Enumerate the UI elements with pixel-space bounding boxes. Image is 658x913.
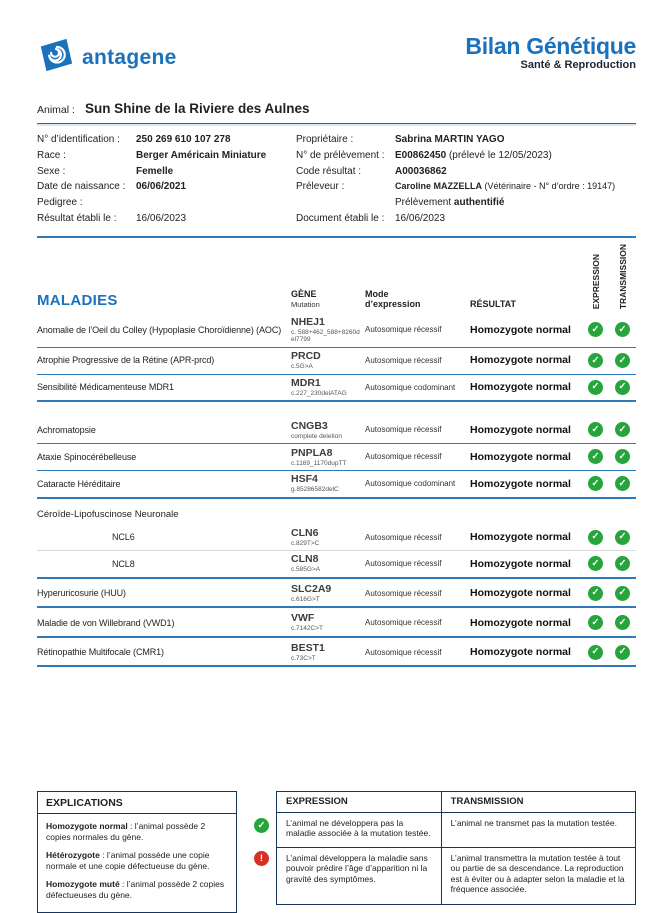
transmission-cell bbox=[609, 353, 636, 368]
gene-symbol: CLN8 bbox=[291, 553, 319, 566]
info-value: 16/06/2023 bbox=[136, 212, 187, 224]
expression-check-icon: ✓ bbox=[588, 353, 603, 368]
expression-check-icon: ✓ bbox=[588, 380, 603, 395]
column-header-mode: Mode d’expression bbox=[365, 288, 421, 309]
transmission-cell bbox=[609, 615, 636, 630]
legend-table bbox=[276, 791, 636, 905]
explanation-item bbox=[46, 821, 228, 842]
info-label: Préleveur : bbox=[296, 181, 345, 193]
transmission-check-icon: ✓ bbox=[615, 422, 630, 437]
legend-table-wrap bbox=[257, 791, 636, 905]
disease-group-title: Céroïde-Lipofuscinose Neuronale bbox=[37, 508, 179, 520]
info-value: 16/06/2023 bbox=[395, 212, 446, 224]
column-header-transmission: TRANSMISSION bbox=[617, 243, 628, 309]
legend-row bbox=[277, 813, 635, 848]
page-subtitle: Santé & Reproduction bbox=[520, 59, 636, 71]
explanation-term: Homozygote muté bbox=[46, 879, 120, 890]
gene-symbol: VWF bbox=[291, 612, 315, 625]
diseases-table-header bbox=[37, 238, 636, 314]
result-value: Homozygote normal bbox=[470, 323, 571, 336]
transmission-check-icon: ✓ bbox=[615, 476, 630, 491]
gene-mutation: c.227_230delATAG bbox=[291, 389, 347, 397]
animal-line bbox=[37, 101, 636, 116]
info-label: Code résultat : bbox=[296, 165, 362, 177]
brand-logo bbox=[37, 36, 177, 79]
expression-check-icon: ✓ bbox=[588, 586, 603, 601]
gene-symbol: MDR1 bbox=[291, 376, 321, 389]
transmission-check-icon: ✓ bbox=[615, 645, 630, 660]
gene-mutation: g.85286582delC bbox=[291, 486, 339, 494]
gene-cell bbox=[291, 447, 365, 468]
table-row bbox=[37, 640, 636, 668]
info-value: Prélèvement authentifié bbox=[395, 197, 505, 209]
legend-cell-transmission: L’animal transmettra la mutation testée à tout ou partie de sa descendance. La reproduction est à éviter ou à adapter selon la maladie et la fréquence associée. bbox=[450, 852, 625, 895]
expression-cell bbox=[582, 353, 609, 368]
info-row bbox=[37, 179, 296, 195]
page-header bbox=[37, 34, 636, 79]
column-header-gene: GÈNE Mutation bbox=[291, 289, 365, 309]
column-header-expression: EXPRESSION bbox=[590, 253, 601, 309]
disease-name: Maladie de von Willebrand (VWD1) bbox=[37, 617, 175, 628]
disease-name: Achromatopsie bbox=[37, 424, 96, 435]
inheritance-mode: Autosomique récessif bbox=[365, 647, 442, 657]
gene-symbol: CNGB3 bbox=[291, 419, 328, 432]
info-value: 06/06/2021 bbox=[136, 181, 187, 193]
expression-check-icon: ✓ bbox=[588, 530, 603, 545]
diseases-section bbox=[37, 640, 636, 668]
transmission-cell bbox=[609, 530, 636, 545]
result-value: Homozygote normal bbox=[470, 423, 571, 436]
gene-symbol: HSF4 bbox=[291, 473, 318, 486]
gene-symbol: CLN6 bbox=[291, 526, 319, 539]
identity-info-block bbox=[37, 123, 636, 238]
inheritance-mode: Autosomique récessif bbox=[365, 588, 442, 598]
animal-name: Sun Shine de la Riviere des Aulnes bbox=[84, 101, 310, 116]
disease-name: Rétinopathie Multifocale (CMR1) bbox=[37, 647, 164, 658]
inheritance-mode: Autosomique récessif bbox=[365, 532, 442, 542]
transmission-cell bbox=[609, 322, 636, 337]
column-header-mutation: Mutation bbox=[291, 299, 320, 309]
expression-cell bbox=[582, 380, 609, 395]
inheritance-mode: Autosomique récessif bbox=[365, 452, 442, 462]
transmission-cell bbox=[609, 645, 636, 660]
info-label: Résultat établi le : bbox=[37, 212, 117, 224]
info-label bbox=[296, 195, 395, 211]
transmission-check-icon: ✓ bbox=[615, 353, 630, 368]
info-row bbox=[296, 148, 636, 164]
transmission-check-icon: ✓ bbox=[615, 556, 630, 571]
explanation-term: Hétérozygote bbox=[46, 850, 100, 861]
legend-header-transmission: TRANSMISSION bbox=[450, 796, 524, 808]
inheritance-mode: Autosomique récessif bbox=[365, 355, 442, 365]
inheritance-mode: Autosomique récessif bbox=[365, 559, 442, 569]
diseases-section bbox=[37, 610, 636, 638]
result-value: Homozygote normal bbox=[470, 557, 571, 570]
legend-row bbox=[277, 848, 635, 904]
gene-cell bbox=[291, 583, 365, 604]
expression-check-icon: ✓ bbox=[588, 556, 603, 571]
legend-cell-expression: L’animal développera la maladie sans pouvoir prédire l’âge d’apparition ni la gravité des symptômes. bbox=[277, 848, 442, 904]
expression-cell bbox=[582, 615, 609, 630]
info-label: Date de naissance : bbox=[37, 181, 126, 193]
info-value: Femelle bbox=[136, 165, 174, 177]
expression-cell bbox=[582, 556, 609, 571]
transmission-cell bbox=[609, 422, 636, 437]
transmission-cell bbox=[609, 586, 636, 601]
explanation-term: Homozygote normal bbox=[46, 821, 128, 832]
table-row bbox=[37, 471, 636, 499]
result-value: Homozygote normal bbox=[470, 616, 571, 629]
transmission-check-icon: ✓ bbox=[615, 530, 630, 545]
disease-name: Ataxie Spinocérébelleuse bbox=[37, 451, 137, 462]
inheritance-mode: Autosomique récessif bbox=[365, 618, 442, 628]
gene-mutation: c.7142C>T bbox=[291, 625, 323, 633]
gene-symbol: BEST1 bbox=[291, 641, 325, 654]
info-label: N° d’identification : bbox=[37, 134, 120, 145]
diseases-section bbox=[37, 417, 636, 499]
maladies-section-title: MALADIES bbox=[37, 291, 118, 309]
legend-header-expression: EXPRESSION bbox=[277, 792, 442, 812]
result-value: Homozygote normal bbox=[470, 354, 571, 367]
disease-name: Atrophie Progressive de la Rétine (APR-prcd) bbox=[37, 355, 215, 366]
expression-cell bbox=[582, 586, 609, 601]
diseases-section bbox=[37, 503, 636, 579]
gene-mutation: c.1169_1170dupTT bbox=[291, 459, 347, 467]
table-row bbox=[37, 348, 636, 375]
transmission-cell bbox=[609, 556, 636, 571]
info-row bbox=[37, 211, 296, 227]
transmission-check-icon: ✓ bbox=[615, 586, 630, 601]
explanation-text: : l’animal possède 2 copies défectueuses du gène. bbox=[46, 879, 225, 900]
info-label: Pedigree : bbox=[37, 197, 83, 209]
gene-symbol: NHEJ1 bbox=[291, 315, 325, 328]
expression-check-icon: ✓ bbox=[588, 615, 603, 630]
gene-cell bbox=[291, 473, 365, 494]
inheritance-mode: Autosomique récessif bbox=[365, 425, 442, 435]
gene-symbol: PNPLA8 bbox=[291, 446, 333, 459]
info-column-right bbox=[296, 132, 636, 227]
info-value: A00036862 bbox=[395, 165, 447, 177]
explanations-box bbox=[37, 791, 237, 913]
table-row bbox=[37, 417, 636, 444]
result-value: Homozygote normal bbox=[470, 531, 571, 544]
antagene-spiral-icon bbox=[37, 36, 75, 79]
legend-header-row bbox=[277, 792, 635, 813]
gene-mutation: c.829T>C bbox=[291, 539, 320, 547]
expression-cell bbox=[582, 449, 609, 464]
table-row bbox=[37, 375, 636, 403]
gene-mutation: c.585G>A bbox=[291, 566, 321, 574]
gene-cell bbox=[291, 527, 365, 548]
expression-check-icon: ✓ bbox=[588, 449, 603, 464]
gene-mutation: c.616G>T bbox=[291, 595, 320, 603]
expression-cell bbox=[582, 530, 609, 545]
info-value: Sabrina MARTIN YAGO bbox=[395, 134, 505, 145]
animal-label: Animal : bbox=[37, 104, 75, 116]
expression-check-icon: ✓ bbox=[588, 422, 603, 437]
expression-check-icon: ✓ bbox=[588, 645, 603, 660]
info-label: N° de prélèvement : bbox=[296, 149, 385, 161]
diseases-section bbox=[37, 581, 636, 609]
gene-mutation: complete deletion bbox=[291, 432, 342, 440]
explanations-title: EXPLICATIONS bbox=[38, 792, 236, 814]
info-row bbox=[296, 164, 636, 180]
gene-symbol: PRCD bbox=[291, 350, 321, 363]
info-label: Document établi le : bbox=[296, 212, 385, 224]
gene-cell bbox=[291, 377, 365, 398]
info-row bbox=[37, 132, 296, 148]
transmission-cell bbox=[609, 449, 636, 464]
expression-check-icon: ✓ bbox=[588, 476, 603, 491]
info-row bbox=[296, 195, 636, 211]
disease-name: Anomalie de l’Oeil du Colley (Hypoplasie Choroïdienne) (AOC) bbox=[37, 324, 282, 335]
info-column-left bbox=[37, 132, 296, 227]
result-value: Homozygote normal bbox=[470, 381, 571, 394]
brand-name: antagene bbox=[82, 45, 177, 69]
disease-name: Cataracte Héréditaire bbox=[37, 478, 121, 489]
inheritance-mode: Autosomique récessif bbox=[365, 325, 442, 335]
table-row bbox=[37, 444, 636, 471]
disease-name: Sensibilité Médicamenteuse MDR1 bbox=[37, 382, 174, 393]
inheritance-mode: Autosomique codominant bbox=[365, 479, 456, 489]
legend-cell-transmission: L’animal ne transmet pas la mutation testée. bbox=[450, 817, 617, 828]
info-value: 250 269 610 107 278 bbox=[136, 134, 231, 145]
info-row bbox=[37, 164, 296, 180]
result-value: Homozygote normal bbox=[470, 477, 571, 490]
gene-mutation: c.5G>A bbox=[291, 363, 313, 371]
info-label: Sexe : bbox=[37, 165, 66, 177]
gene-cell bbox=[291, 316, 365, 344]
info-row bbox=[296, 132, 636, 148]
gene-cell bbox=[291, 612, 365, 633]
info-label: Race : bbox=[37, 149, 66, 161]
transmission-check-icon: ✓ bbox=[615, 449, 630, 464]
result-value: Homozygote normal bbox=[470, 646, 571, 659]
info-row bbox=[37, 148, 296, 164]
gene-mutation: c. 588+462_588+8260del7799 bbox=[291, 328, 360, 344]
gene-mutation: c.73C>T bbox=[291, 654, 316, 662]
gene-cell bbox=[291, 350, 365, 371]
info-label: Propriétaire : bbox=[296, 134, 354, 145]
diseases-section bbox=[37, 314, 636, 403]
legend-area bbox=[37, 791, 636, 913]
info-row bbox=[37, 195, 296, 211]
expression-cell bbox=[582, 645, 609, 660]
gene-cell bbox=[291, 420, 365, 441]
disease-name: Hyperuricosurie (HUU) bbox=[37, 588, 126, 599]
disease-name: NCL8 bbox=[112, 558, 135, 569]
table-row bbox=[37, 551, 636, 579]
info-row bbox=[296, 179, 636, 195]
info-value: Caroline MAZZELLA (Vétérinaire - N° d’ordre : 19147) bbox=[395, 181, 616, 192]
explanation-item bbox=[46, 879, 228, 900]
title-block bbox=[465, 34, 636, 71]
transmission-check-icon: ✓ bbox=[615, 380, 630, 395]
info-value: E00862450 (prélevé le 12/05/2023) bbox=[395, 149, 552, 161]
table-row bbox=[37, 525, 636, 552]
explanations-body bbox=[38, 814, 236, 912]
inheritance-mode: Autosomique codominant bbox=[365, 382, 456, 392]
transmission-cell bbox=[609, 476, 636, 491]
legend-cell-expression: L’animal ne développera pas la maladie associée à la mutation testée. bbox=[277, 813, 442, 847]
alert-icon: ! bbox=[254, 851, 269, 866]
table-row bbox=[37, 314, 636, 348]
check-icon: ✓ bbox=[254, 818, 269, 833]
expression-cell bbox=[582, 322, 609, 337]
expression-cell bbox=[582, 422, 609, 437]
gene-cell bbox=[291, 553, 365, 574]
explanation-text: : l’animal possède une copie normale et une copie défectueuse du gène. bbox=[46, 850, 210, 871]
explanation-item bbox=[46, 850, 228, 871]
disease-name: NCL6 bbox=[112, 532, 135, 543]
transmission-check-icon: ✓ bbox=[615, 615, 630, 630]
info-row bbox=[296, 211, 636, 227]
table-row bbox=[37, 610, 636, 638]
column-header-result: RÉSULTAT bbox=[470, 298, 516, 309]
result-value: Homozygote normal bbox=[470, 587, 571, 600]
page-title: Bilan Génétique bbox=[465, 33, 636, 59]
explanation-text: : l’animal possède 2 copies normales du gène. bbox=[46, 821, 206, 842]
result-value: Homozygote normal bbox=[470, 450, 571, 463]
info-value: Berger Américain Miniature bbox=[136, 149, 267, 161]
transmission-check-icon: ✓ bbox=[615, 322, 630, 337]
gene-symbol: SLC2A9 bbox=[291, 582, 332, 595]
gene-cell bbox=[291, 642, 365, 663]
expression-cell bbox=[582, 476, 609, 491]
table-row bbox=[37, 581, 636, 609]
expression-check-icon: ✓ bbox=[588, 322, 603, 337]
transmission-cell bbox=[609, 380, 636, 395]
